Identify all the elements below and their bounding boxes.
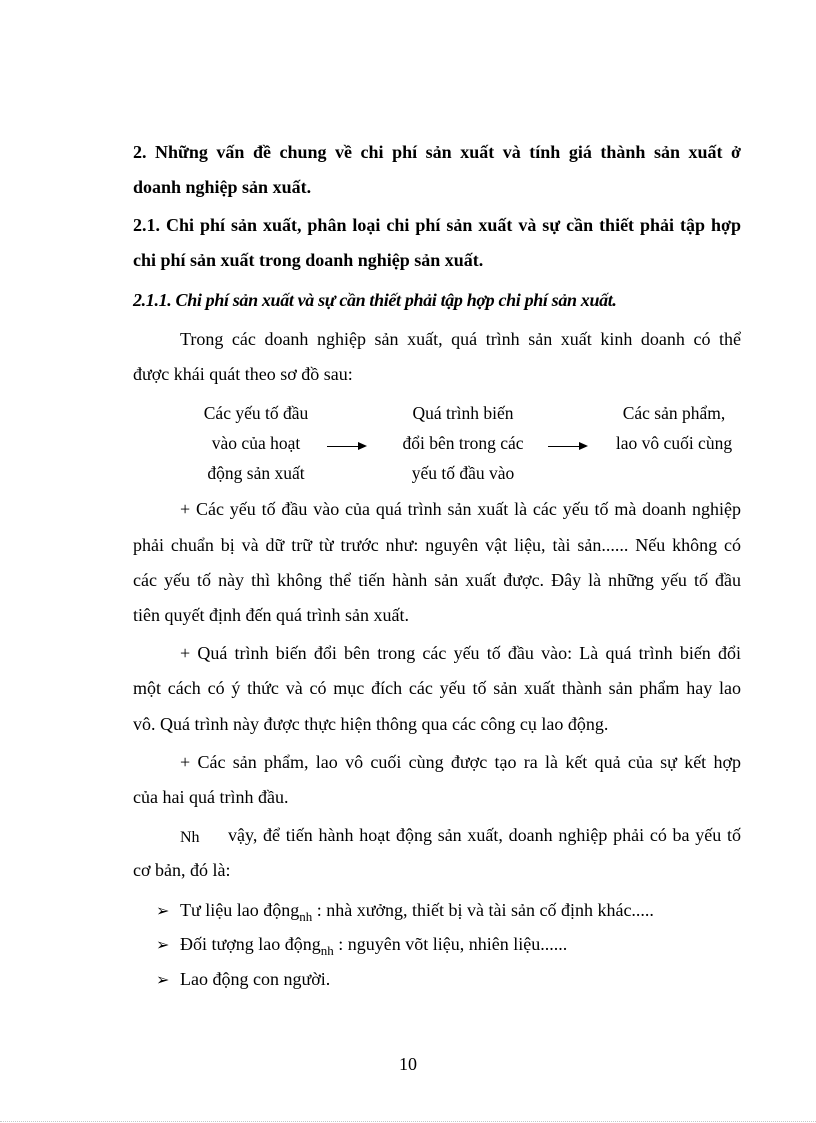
flow-box-outputs-line1: Các sản phẩm, bbox=[622, 403, 726, 423]
flow-box-inputs-line3: động sản xuất bbox=[207, 463, 305, 483]
para2-line1: + Quá trình biến đổi bên trong các yếu tố đầu vào: Là quá trình biến đổi bbox=[180, 643, 741, 663]
bullet-item-rest: : nguyên võt liệu, nhiên liệu...... bbox=[333, 934, 568, 954]
flow-box-inputs-line1: Các yếu tố đầu bbox=[203, 403, 309, 423]
chevron-bullet-icon: ➢ bbox=[156, 903, 170, 920]
heading-2-1-1: 2.1.1. Chi phí sản xuất và sự cần thiết phải tập hợp chi phí sản xuất. bbox=[133, 290, 617, 310]
para3-line1: + Các sản phẩm, lao vô cuối cùng được tạo ra là kết quả của sự kết hợp bbox=[180, 752, 741, 772]
flow-box-transformation-line2: đổi bên trong các bbox=[402, 433, 524, 453]
intro-line2: được khái quát theo sơ đồ sau: bbox=[133, 364, 353, 384]
bullet-item-text: Tư liệu lao động bbox=[180, 900, 300, 920]
para1-line3: các yếu tố này thì không thể tiến hành sản xuất được. Đây là những yếu tố đầu bbox=[133, 570, 741, 590]
heading-2-1-line2: chi phí sản xuất trong doanh nghiệp sản xuất. bbox=[133, 250, 484, 270]
flow-arrow-1 bbox=[327, 446, 365, 447]
bullet-item-text: Đối tượng lao động bbox=[180, 934, 321, 954]
flow-box-outputs bbox=[589, 398, 759, 458]
flow-box-inputs-line2: vào của hoạt bbox=[211, 433, 301, 453]
bullet-item-1 bbox=[156, 898, 654, 929]
bullet-item-rest: : nhà xưởng, thiết bị và tài sản cố định khác..... bbox=[312, 900, 654, 920]
heading-2-1-line1: 2.1. Chi phí sản xuất, phân loại chi phí sản xuất và sự cần thiết phải tập hợp bbox=[133, 215, 741, 235]
para1-line4: tiên quyết định đến quá trình sản xuất. bbox=[133, 605, 409, 625]
para2-line3: vô. Quá trình này được thực hiện thông qua các công cụ lao động. bbox=[133, 714, 609, 734]
bullet-item-sub: nh bbox=[320, 943, 334, 958]
flow-box-transformation-line1: Quá trình biến bbox=[412, 403, 514, 423]
bullet-item-sub: nh bbox=[299, 909, 313, 924]
para4-line2: cơ bản, đó là: bbox=[133, 860, 231, 880]
flow-box-transformation-line3: yếu tố đầu vào bbox=[411, 463, 515, 483]
page-bottom-divider bbox=[0, 1121, 816, 1122]
chevron-bullet-icon: ➢ bbox=[156, 937, 170, 954]
para4-line1: vậy, để tiến hành hoạt động sản xuất, doanh nghiệp phải có ba yếu tố bbox=[228, 825, 741, 845]
intro-line1: Trong các doanh nghiệp sản xuất, quá trình sản xuất kinh doanh có thể bbox=[180, 329, 741, 349]
flow-box-inputs bbox=[171, 398, 341, 488]
flow-box-transformation bbox=[378, 398, 548, 488]
para4-prefix: Nh bbox=[180, 829, 200, 846]
chevron-bullet-icon: ➢ bbox=[156, 972, 170, 989]
bullet-item-text: Lao động con người. bbox=[180, 969, 331, 989]
bullet-item-2 bbox=[156, 932, 567, 963]
page-number: 10 bbox=[399, 1054, 417, 1074]
heading-2-line1: 2. Những vấn đề chung về chi phí sản xuất và tính giá thành sản xuất ở bbox=[133, 142, 741, 162]
flow-box-outputs-line2: lao vô cuối cùng bbox=[615, 433, 733, 453]
para2-line2: một cách có ý thức và có mục đích các yếu tố sản xuất thành sản phẩm hay lao bbox=[133, 678, 741, 698]
bullet-item-3 bbox=[156, 967, 330, 998]
flow-arrow-2 bbox=[548, 446, 586, 447]
heading-2-line2: doanh nghiệp sản xuất. bbox=[133, 177, 312, 197]
para3-line2: của hai quá trình đầu. bbox=[133, 787, 289, 807]
para1-line1: + Các yếu tố đầu vào của quá trình sản xuất là các yếu tố mà doanh nghiệp bbox=[180, 499, 741, 519]
para1-line2: phải chuẩn bị và dữ trữ từ trước như: nguyên vật liệu, tài sản...... Nếu không có bbox=[133, 535, 741, 555]
